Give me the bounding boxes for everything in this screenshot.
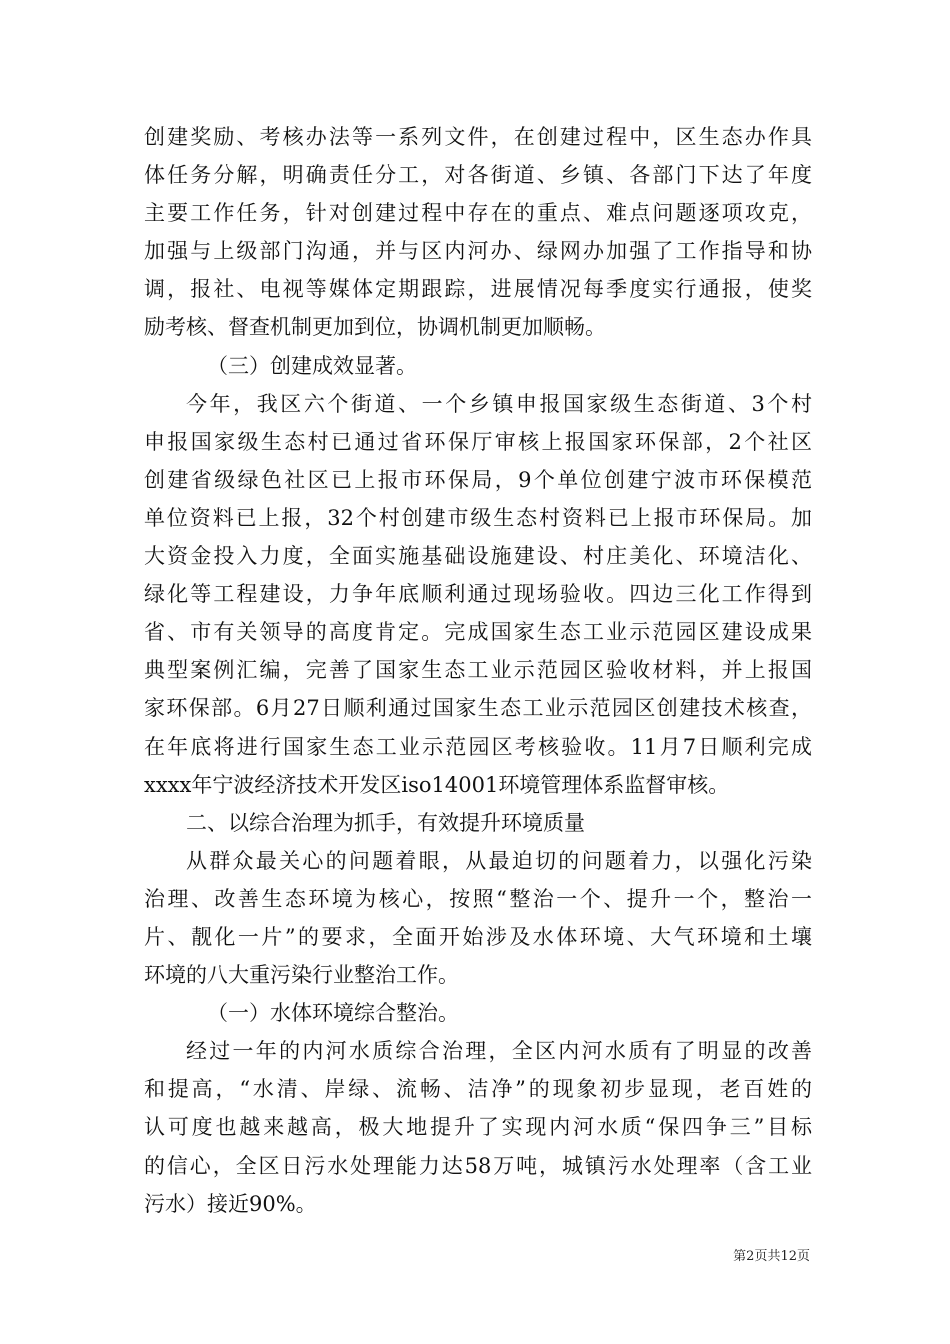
text-line: 治理、改善生态环境为核心，按照“整治一个、提升一个，整治一 [144, 886, 812, 911]
text-line: 片、靓化一片”的要求，全面开始涉及水体环境、大气环境和土壤 [144, 924, 812, 949]
text-line: 认可度也越来越高，极大地提升了实现内河水质“保四争三”目标 [144, 1115, 812, 1140]
text-line: 家环保部。6月27日顺利通过国家生态工业示范园区创建技术核查， [144, 696, 812, 721]
text-line: 的信心，全区日污水处理能力达58万吨，城镇污水处理率（含工业 [144, 1153, 812, 1178]
text-line: 加强与上级部门沟通，并与区内河办、绿网办加强了工作指导和协 [144, 239, 812, 264]
text-line: 体任务分解，明确责任分工，对各街道、乡镇、各部门下达了年度 [144, 163, 812, 188]
section-heading: （一）水体环境综合整治。 [207, 1001, 459, 1026]
text-line: 调，报社、电视等媒体定期跟踪，进展情况每季度实行通报，使奖 [144, 277, 812, 302]
text-line: 创建奖励、考核办法等一系列文件，在创建过程中，区生态办作具 [144, 125, 812, 149]
text-line: 从群众最关心的问题着眼，从最迫切的问题着力，以强化污染 [186, 848, 812, 873]
text-line: 创建省级绿色社区已上报市环保局，9个单位创建宁波市环保模范 [144, 467, 812, 492]
text-line: 绿化等工程建设，力争年底顺利通过现场验收。四边三化工作得到 [144, 582, 812, 607]
text-line: 经过一年的内河水质综合治理，全区内河水质有了明显的改善 [186, 1039, 812, 1064]
page-number: 第2页共12页 [733, 1249, 810, 1264]
text-line: 环境的八大重污染行业整治工作。 [144, 963, 459, 988]
text-line: 今年，我区六个街道、一个乡镇申报国家级生态街道、3个村 [186, 391, 812, 416]
text-line: xxxx年宁波经济技术开发区iso14001环境管理体系监督审核。 [144, 772, 730, 797]
text-line: 污水）接近90%。 [144, 1191, 317, 1216]
text-line: 大资金投入力度，全面实施基础设施建设、村庄美化、环境洁化、 [144, 544, 812, 569]
text-line: 主要工作任务，针对创建过程中存在的重点、难点问题逐项攻克， [144, 201, 812, 226]
text-line: 单位资料已上报，32个村创建市级生态村资料已上报市环保局。加 [144, 505, 812, 530]
text-line: 在年底将进行国家生态工业示范园区考核验收。11月7日顺利完成 [144, 734, 812, 759]
text-line: 省、市有关领导的高度肯定。完成国家生态工业示范园区建设成果 [144, 620, 812, 645]
text-line: 和提高，“水清、岸绿、流畅、洁净”的现象初步显现，老百姓的 [144, 1077, 812, 1102]
text-line: 典型案例汇编，完善了国家生态工业示范园区验收材料，并上报国 [144, 658, 812, 683]
text-line: 励考核、督查机制更加到位，协调机制更加顺畅。 [144, 315, 606, 340]
document-body [144, 118, 812, 1223]
section-heading: （三）创建成效显著。 [207, 353, 417, 378]
text-line: 申报国家级生态村已通过省环保厅审核上报国家环保部，2个社区 [144, 429, 812, 454]
section-heading: 二、以综合治理为抓手，有效提升环境质量 [186, 810, 585, 835]
